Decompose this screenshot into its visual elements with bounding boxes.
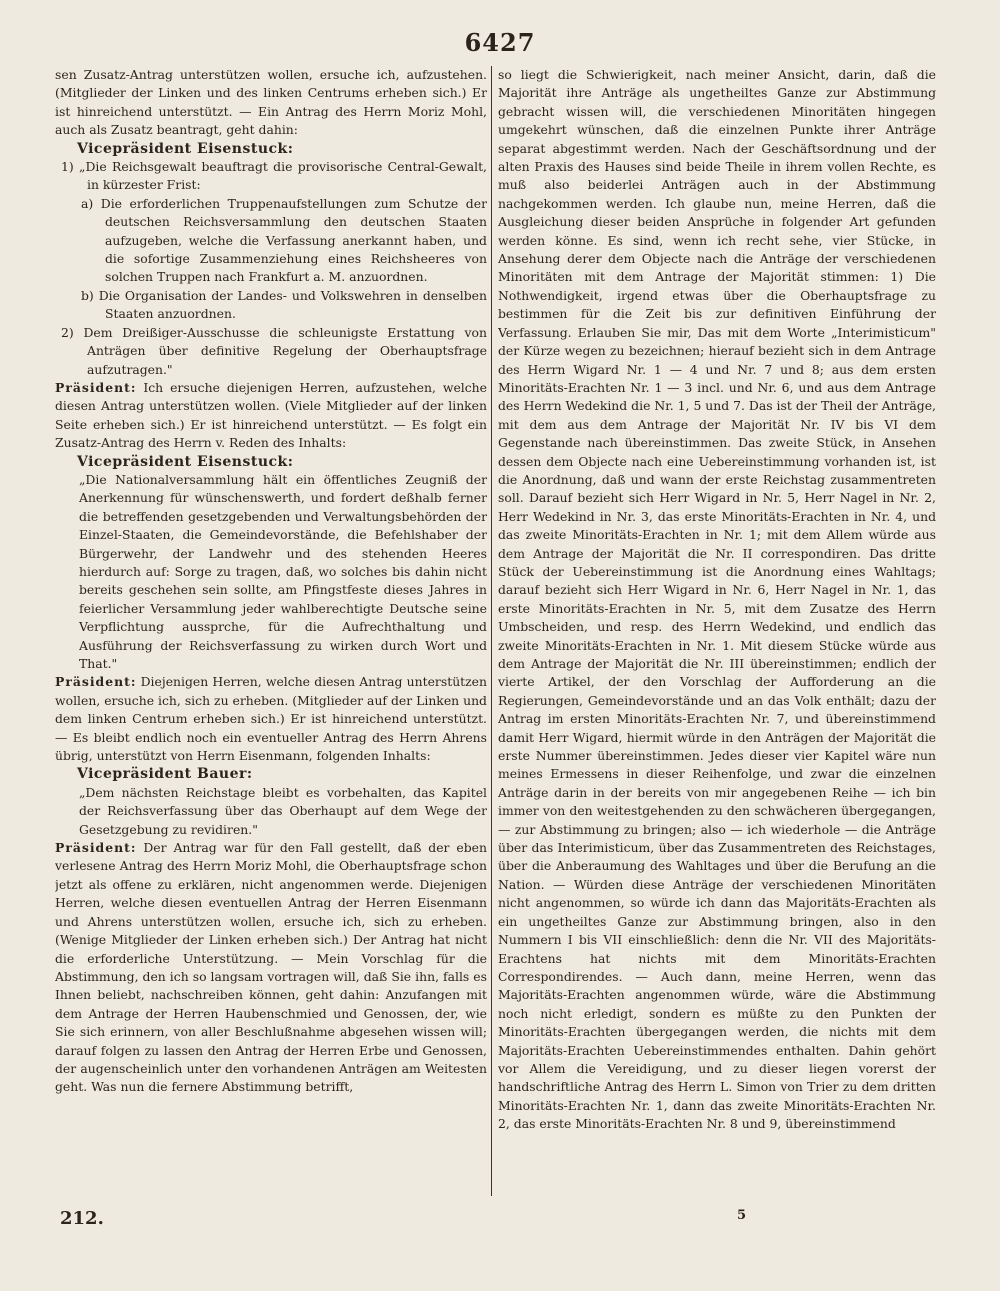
motion-item-1: 1) „Die Reichsgewalt beauftragt die provisorische Central-Gewalt, in kürzester Frist: xyxy=(61,159,487,193)
left-paragraph-4-text: Der Antrag war für den Fall gestellt, daß der eben verlesene Antrag des Herrn Moriz Mohl, die Oberhauptsfrage schon jetzt als offene zu erklären, nicht angenommen werde. Diejenigen Herren, welche diesen eventuellen Antrag der Herren Eisenmann und Ahrens unterstützen wollen, ersuche ich, sich zu erheben. (Wenige Mitglieder der Linken erheben sich.) Der Antrag hat nicht die erforderliche Unterstützung. — Mein Vorschlag für die Abstimmung, den ich so langsam vortragen will, daß Sie ihn, falls es Ihnen beliebt, nachschreiben können, geht dahin: Anzufangen mit dem Antrage der Herren Haubenschmied und Genossen, der, wie Sie sich erinnern, von aller Beschlußnahme abgesehen wissen will; darauf folgen zu lassen den Antrag der Herren Erbe und Genossen, der augenscheinlich unter den vorhandenen Anträgen am Weitesten geht. Was nun die fernere Abstimmung betrifft, xyxy=(55,840,487,1095)
left-paragraph-3-text: Diejenigen Herren, welche diesen Antrag unterstützen wollen, ersuche ich, sich zu erheben. (Mitglieder auf der Linken und dem linken Centrum erheben sich.) Er ist hinreichend unterstützt. — Es bleibt endlich noch ein eventueller Antrag des Herrn Ahrens übrig, unterstützt von Herrn Eisenmann, folgenden Inhalts: xyxy=(55,674,487,764)
column-divider xyxy=(491,66,492,1196)
sheet-number: 5 xyxy=(737,1208,747,1223)
speaker-label-president-2: Präsident: xyxy=(55,674,137,690)
speaker-heading-eisenstuck-2: Vicepräsident Eisenstuck: xyxy=(77,453,294,470)
left-paragraph-4 xyxy=(55,839,487,1097)
quoted-motion-ahrens: „Dem nächsten Reichstage bleibt es vorbehalten, das Kapitel der Reichsverfassung über das Oberhaupt auf dem Wege der Gesetzgebung zu revidiren." xyxy=(79,784,487,837)
left-paragraph-2-text: Ich ersuche diejenigen Herren, aufzustehen, welche diesen Antrag unterstützen wollen. (Viele Mitglieder auf der linken Seite erheben sich.) Er ist hinreichend unterstützt. — Es folgt ein Zusatz-Antrag des Herrn v. Reden des Inhalts: xyxy=(55,379,487,451)
left-paragraph-1: sen Zusatz-Antrag unterstützen wollen, ersuche ich, aufzustehen. (Mitglieder der Linken und des linken Centrums erheben sich.) Er ist hinreichend unterstützt. — Ein Antrag des Herrn Moriz Mohl, auch als Zusatz beantragt, geht dahin: xyxy=(55,67,487,138)
page-number: 6427 xyxy=(464,28,536,57)
quoted-motion-reden: „Die Nationalversammlung hält ein öffentliches Zeugniß der Anerkennung für wünschenswerth, und fordert deßhalb ferner die betreffenden gesetzgebenden und Verwaltungsbehörden der Einzel-Staaten, die Gemeindevorstände, die Befehlshaber der Bürgerwehr, der Landwehr und des stehenden Heeres hierdurch auf: Sorge zu tragen, daß, wo solches bis dahin nicht bereits geschehen sein sollte, am Pfingstfeste dieses Jahres in feierlicher Versammlung jeder wahlberechtigte Deutsche seine Verpflichtung aussprche, für die Aufrechthaltung und Ausführung der Reichsverfassung zu wirken durch Wort und That." xyxy=(79,471,487,671)
left-column xyxy=(55,66,487,1196)
speaker-heading-eisenstuck-1: Vicepräsident Eisenstuck: xyxy=(77,140,294,157)
signature-mark: 212. xyxy=(60,1208,104,1229)
left-paragraph-3 xyxy=(55,673,487,765)
motion-item-2: 2) Dem Dreißiger-Ausschusse die schleunigste Erstattung von Anträgen über definitive Regelung der Oberhauptsfrage aufzutragen." xyxy=(61,324,487,377)
speaker-heading-bauer: Vicepräsident Bauer: xyxy=(77,766,253,783)
motion-subitem-b: b) Die Organisation der Landes- und Volkswehren in denselben Staaten anzuordnen. xyxy=(81,287,487,322)
motion-subitem-a: a) Die erforderlichen Truppenaufstellungen zum Schutze der deutschen Reichsversammlung den deutschen Staaten aufzugeben, welche die Verfassung anerkannt haben, und die sofortige Zusammenziehung eines Reichsheeres von solchen Truppen nach Frankfurt a. M. anzuordnen. xyxy=(81,195,487,285)
speaker-label-president-3: Präsident: xyxy=(55,840,137,856)
right-paragraph-1: so liegt die Schwierigkeit, nach meiner Ansicht, darin, daß die Majorität ihre Anträge als ungetheiltes Ganze zur Abstimmung gebracht wissen will, die verschiedenen Minoritäten hingegen umgekehrt wünschen, daß die einzelnen Punkte ihrer Anträge separat abgestimmt werden. Nach der Geschäftsordnung und der alten Praxis des Hauses sind beide Theile in ihrem vollen Rechte, es muß also beiderlei Anträgen auch in der Abstimmung nachgekommen werden. Ich glaube nun, meine Herren, daß die Ausgleichung dieser beiden Ansprüche in folgender Art gefunden werden könne. Es sind, wenn ich recht sehe, vier Stücke, in Ansehung derer dem Objecte nach die Anträge der verschiedenen Minoritäten mit dem Antrage der Majorität stimmen: 1) Die Nothwendigkeit, irgend etwas über die Oberhauptsfrage zu bestimmen für die Zeit bis zur definitiven Einführung der Verfassung. Erlauben Sie mir, Das mit dem Worte „Interimisticum" der Kürze wegen zu bezeichnen; hierauf bezieht sich in dem Antrage des Herrn Wigard Nr. 1 — 4 und Nr. 7 und 8; aus dem ersten Minoritäts-Erachten Nr. 1 — 3 incl. und Nr. 6, und aus dem Antrage des Herrn Wedekind die Nr. 1, 5 und 7. Das ist der Theil der Anträge, mit dem aus dem Antrage der Majorität Nr. IV bis VI dem Gegenstande nach übereinstimmen. Das zweite Stück, in Ansehen dessen dem Objecte nach eine Uebereinstimmung vorhanden ist, ist die Anordnung, daß und wann der erste Reichstag zusammentreten soll. Darauf bezieht sich Herr Wigard in Nr. 5, Herr Nagel in Nr. 2, Herr Wedekind in Nr. 3, das erste Minoritäts-Erachten in Nr. 4, und das zweite Minoritäts-Erachten in Nr. 1; mit dem Allem würde aus dem Antrage der Majorität die Nr. II correspondiren. Das dritte Stück der Uebereinstimmung ist die Anordnung eines Wahltags; darauf bezieht sich Herr Wigard in Nr. 6, Herr Nagel in Nr. 1, das erste Minoritäts-Erachten in Nr. 5, mit dem Zusatze des Herrn Umbscheiden, und resp. des Herrn Wedekind, und endlich das zweite Minoritäts-Erachten in Nr. 1. Mit diesem Stücke würde aus dem Antrage der Majorität die Nr. III übereinstimmen; endlich der vierte Artikel, der den Vorschlag der Aufforderung an die Regierungen, Gemeindevorstände und an das Volk enthält; dazu der Antrag im ersten Minoritäts-Erachten Nr. 7, und übereinstimmend damit Herr Wigard, hiermit würde in den Anträgen der Majorität die erste Nummer übereinstimmen. Jedes dieser vier Kapitel wäre nun meines Ermessens in dieser Reihenfolge, und zwar die einzelnen Anträge darin in der bereits von mir angegebenen Reihe — ich bin immer von den weitestgehenden zu den schwächeren übergegangen, — zur Abstimmung zu bringen; also — ich wiederhole — die Anträge über das Interimisticum, über das Zusammentreten des Reichstages, über die Anberaumung des Wahltages und über die Berufung an die Nation. — Würden diese Anträge der verschiedenen Minoritäten nicht angenommen, so würde ich dann das Majoritäts-Erachten als ein ungetheiltes Ganze zur Abstimmung bringen, also in den Nummern I bis VII einschließlich: denn die Nr. VII des Majoritäts-Erachtens hat nichts mit dem Minoritäts-Erachten Correspondirendes. — Auch dann, meine Herren, wenn das Majoritäts-Erachten angenommen würde, wäre die Abstimmung noch nicht erledigt, sondern es müßte zu den Punkten der Minoritäts-Erachten übergegangen werden, die nichts mit dem Majoritäts-Erachten Uebereinstimmendes enthalten. Dahin gehört vor Allem die Vereidigung, und zu dieser liegen vorerst der handschriftliche Antrag des Herrn L. Simon von Trier zu dem dritten Minoritäts-Erachten Nr. 1, dann das zweite Minoritäts-Erachten Nr. 2, das erste Minoritäts-Erachten Nr. 8 und 9, übereinstimmend xyxy=(498,67,936,1132)
left-paragraph-2 xyxy=(55,379,487,453)
right-column xyxy=(498,66,936,1196)
speaker-label-president-1: Präsident: xyxy=(55,379,137,395)
